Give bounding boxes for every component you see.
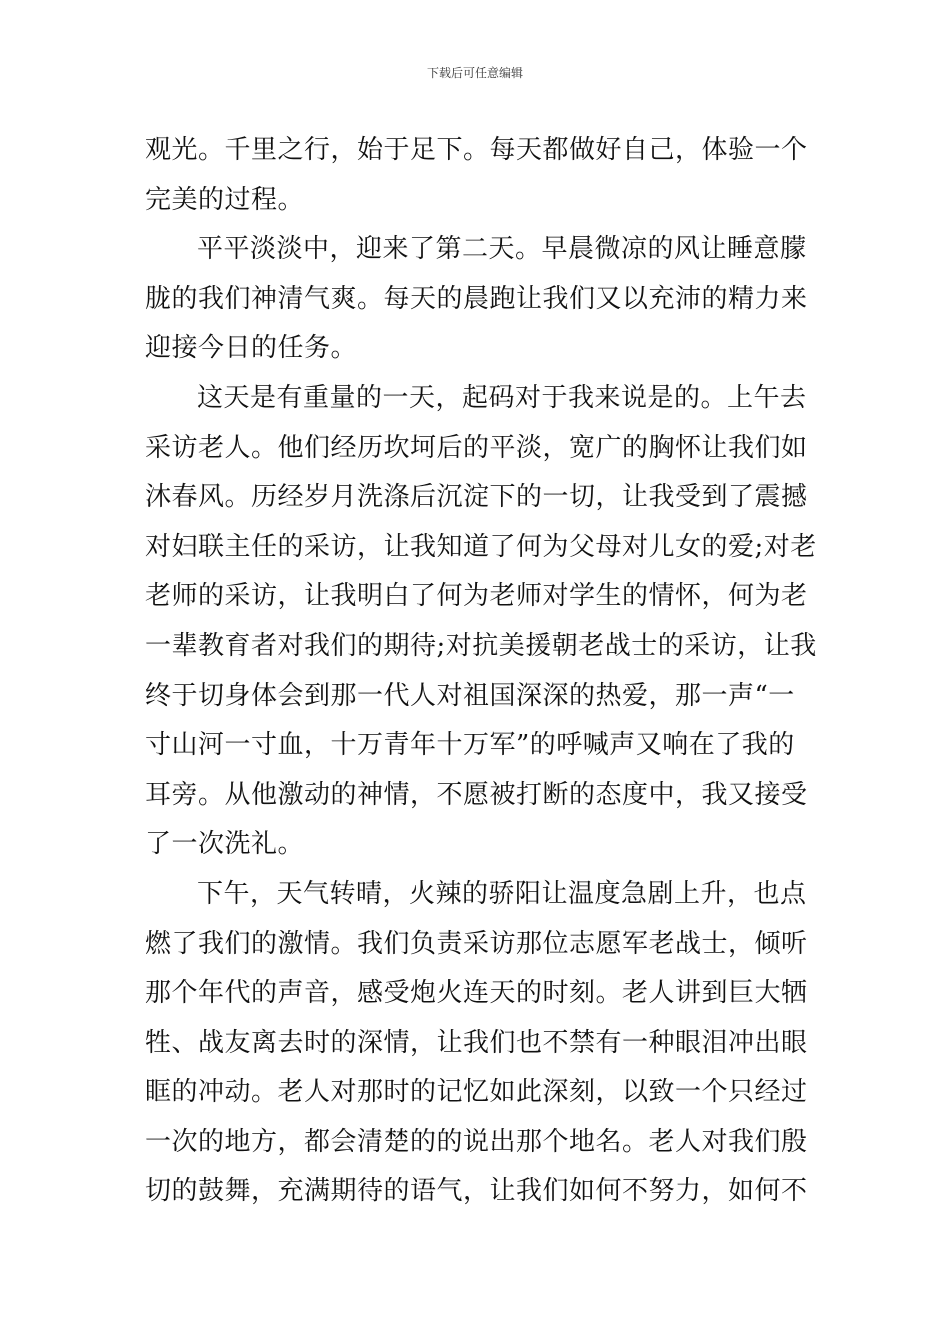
text-line: 一辈教育者对我们的期待;对抗美援朝老战士的采访，让我	[145, 630, 817, 661]
text-line: 切的鼓舞，充满期待的语气，让我们如何不努力，如何不	[145, 1176, 808, 1207]
document-body	[145, 126, 817, 1217]
paragraph-start-line: 这天是有重量的一天，起码对于我来说是的。上午去	[197, 382, 807, 413]
paragraph-start-line: 下午，天气转晴，火辣的骄阳让温度急剧上升，也点	[197, 878, 807, 909]
text-line: 燃了我们的激情。我们负责采访那位志愿军老战士，倾听	[145, 928, 808, 959]
text-line: 那个年代的声音，感受炮火连天的时刻。老人讲到巨大牺	[145, 978, 808, 1009]
text-line: 老师的采访，让我明白了何为老师对学生的情怀，何为老	[145, 581, 808, 612]
text-line: 观光。千里之行，始于足下。每天都做好自己，体验一个	[145, 135, 808, 165]
text-line: 采访老人。他们经历坎坷后的平淡，宽广的胸怀让我们如	[145, 432, 808, 463]
text-line: 眶的冲动。老人对那时的记忆如此深刻，以致一个只经过	[145, 1077, 808, 1108]
text-line: 耳旁。从他激动的神情，不愿被打断的态度中，我又接受	[145, 779, 808, 810]
text-line: 一次的地方，都会清楚的的说出那个地名。老人对我们殷	[145, 1126, 808, 1157]
text-line: 牲、战友离去时的深情，让我们也不禁有一种眼泪冲出眼	[145, 1027, 808, 1058]
text-line: 了一次洗礼。	[145, 829, 305, 860]
text-line: 寸山河一寸血，十万青年十万军”的呼喊声又响在了我的	[145, 730, 795, 761]
text-line: 沐春风。历经岁月洗涤后沉淀下的一切，让我受到了震撼	[145, 482, 808, 513]
text-line: 胧的我们神清气爽。每天的晨跑让我们又以充沛的精力来	[145, 283, 808, 314]
paragraph-start-line: 平平淡淡中，迎来了第二天。早晨微凉的风让睡意朦	[197, 234, 807, 265]
text-line: 迎接今日的任务。	[145, 333, 358, 364]
text-line: 终于切身体会到那一代人对祖国深深的热爱，那一声“一	[145, 680, 795, 711]
text-line: 完美的过程。	[145, 184, 305, 215]
text-line: 对妇联主任的采访，让我知道了何为父母对儿女的爱;对老	[145, 531, 817, 562]
page-header: 下载后可任意编辑	[426, 66, 523, 80]
